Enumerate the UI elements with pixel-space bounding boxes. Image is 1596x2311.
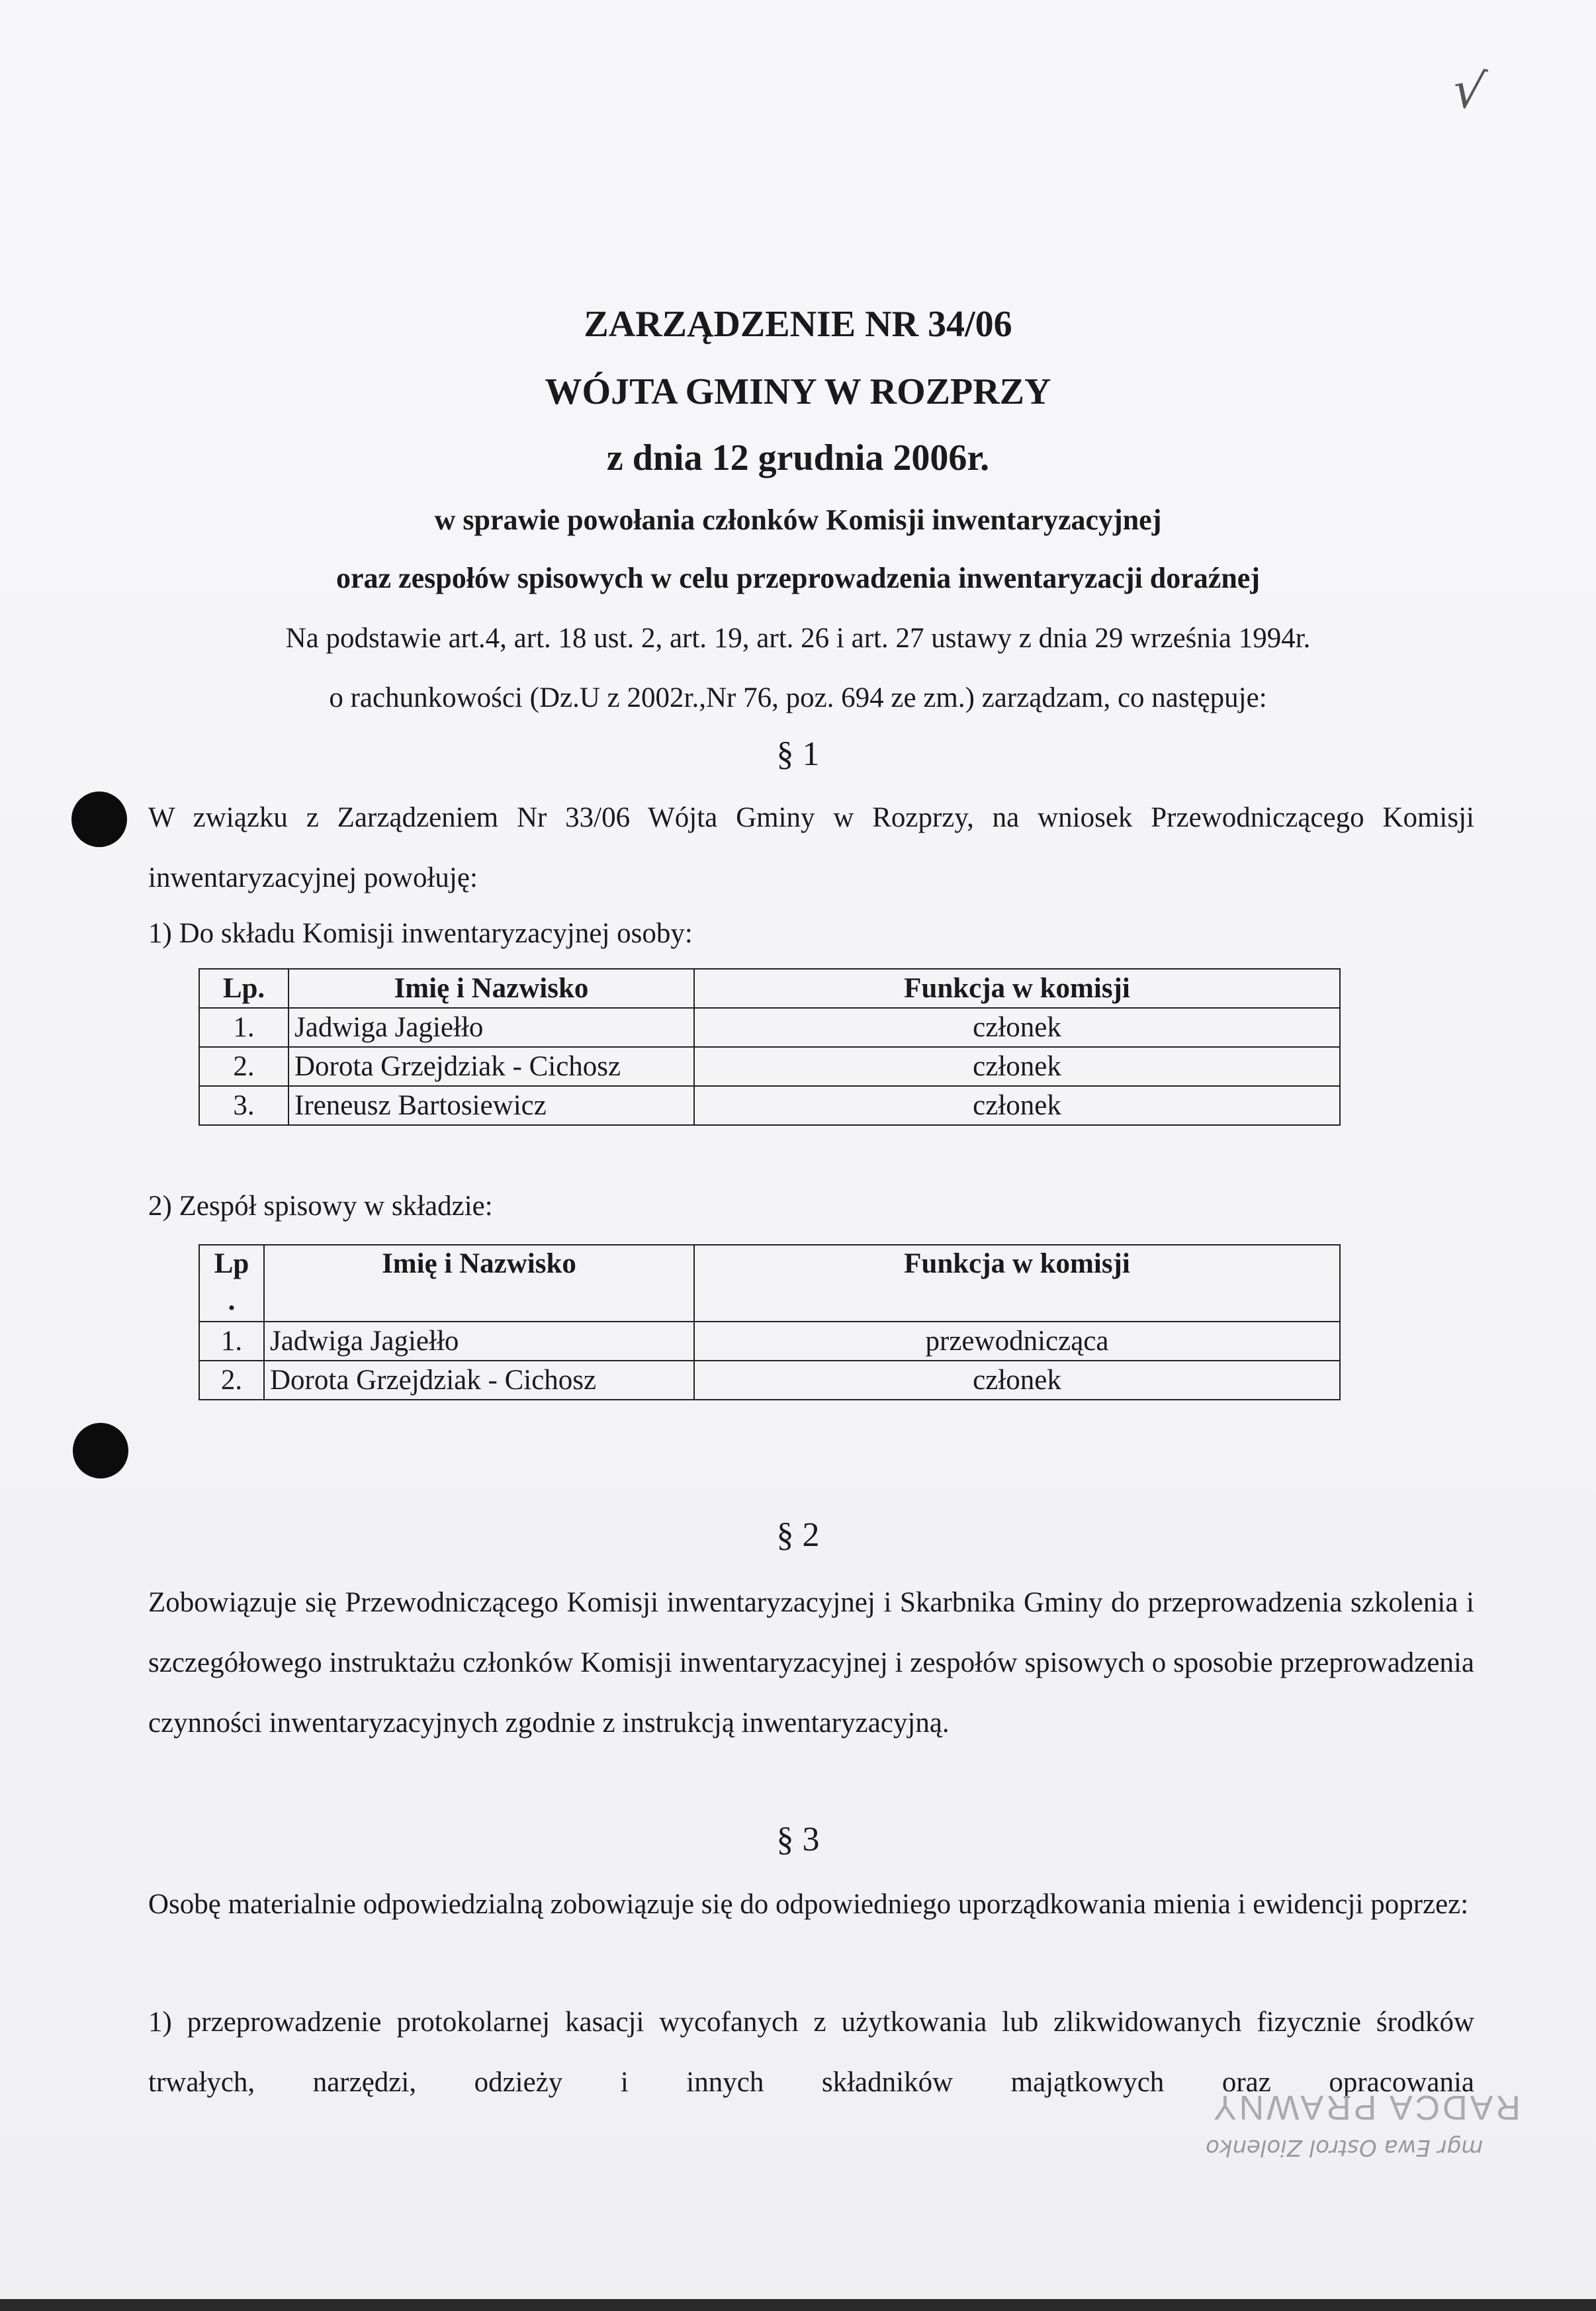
row-number: 2. [199, 1361, 264, 1400]
member-name: Dorota Grzejdziak - Cichosz [264, 1361, 694, 1400]
column-header-lp: Lp. [199, 969, 288, 1008]
document-date: z dnia 12 grudnia 2006r. [606, 437, 990, 478]
row-number: 2. [199, 1047, 288, 1086]
table-row [199, 1086, 1340, 1125]
document-title: ZARZĄDZENIE NR 34/06 [584, 304, 1012, 345]
member-name: Jadwiga Jagiełło [288, 1008, 694, 1047]
section-1-heading: § 1 [776, 735, 820, 773]
column-header-function: Funkcja w komisji [694, 969, 1340, 1008]
column-header-name: Imię i Nazwisko [264, 1245, 694, 1322]
row-number: 3. [199, 1086, 288, 1125]
punch-hole-icon [71, 792, 127, 847]
column-header-name: Imię i Nazwisko [288, 969, 694, 1008]
member-function: członek [694, 1086, 1340, 1125]
member-name: Jadwiga Jagiełło [264, 1322, 694, 1361]
member-function: członek [694, 1047, 1340, 1086]
row-number: 1. [199, 1322, 264, 1361]
table-row [199, 1047, 1340, 1086]
inventory-team-table [199, 1244, 1341, 1400]
member-function: członek [694, 1361, 1340, 1400]
member-name: Ireneusz Bartosiewicz [288, 1086, 694, 1125]
table-header-row [199, 969, 1340, 1008]
section-2-paragraph: Zobowiązuje się Przewodniczącego Komisji inwentaryzacyjnej i Skarbnika Gminy do przeprowadzenia szkolenia i szczegółowego instruktażu członków Komisji inwentaryzacyjnej i zespołów spisowych o sposobie przeprowadzenia czynności inwentaryzacyjnych zgodnie z instrukcją inwentaryzacyjną. [148, 1587, 1474, 1739]
signature-stamp: mgr Ewa Ostrol Ziolenko [1206, 2134, 1484, 2161]
section-1-item-1: 1) Do składu Komisji inwentaryzacyjnej osoby: [148, 918, 693, 949]
subject-line-1: w sprawie powołania członków Komisji inwentaryzacyjnej [434, 504, 1162, 536]
scan-edge [0, 2299, 1596, 2311]
commission-members-table [199, 968, 1341, 1126]
document-authority: WÓJTA GMINY W ROZPRZY [545, 371, 1051, 412]
punch-hole-icon [73, 1423, 128, 1478]
legal-basis-line-1: Na podstawie art.4, art. 18 ust. 2, art. 19, art. 26 i art. 27 ustawy z dnia 29 września 1994r. [285, 623, 1311, 654]
table-row [199, 1008, 1340, 1047]
check-mark: √ [1449, 59, 1489, 122]
table-row [199, 1322, 1340, 1361]
row-number: 1. [199, 1008, 288, 1047]
section-3-item-1: 1) przeprowadzenie protokolarnej kasacji wycofanych z użytkowania lub zlikwidowanych fizycznie środków trwałych, narzędzi, odzieży i innych składników majątkowych oraz opracowania [148, 2007, 1474, 2098]
member-function: członek [694, 1008, 1340, 1047]
table-row [199, 1361, 1340, 1400]
section-1-item-2: 2) Zespół spisowy w składzie: [148, 1191, 493, 1222]
member-name: Dorota Grzejdziak - Cichosz [288, 1047, 694, 1086]
member-function: przewodnicząca [694, 1322, 1340, 1361]
table-header-row [199, 1245, 1340, 1322]
legal-basis-line-2: o rachunkowości (Dz.U z 2002r.,Nr 76, poz. 694 ze zm.) zarządzam, co następuje: [329, 682, 1267, 713]
column-header-function: Funkcja w komisji [694, 1245, 1340, 1322]
legal-counsel-stamp: RADCA PRAWNY [1211, 2088, 1521, 2126]
section-1-paragraph: W związku z Zarządzeniem Nr 33/06 Wójta Gminy w Rozprzy, na wniosek Przewodniczącego Komisji inwentaryzacyjnej powołuję: [148, 802, 1474, 893]
section-2-heading: § 2 [776, 1516, 820, 1554]
column-header-lp: Lp . [199, 1245, 264, 1322]
section-3-heading: § 3 [776, 1821, 820, 1858]
subject-line-2: oraz zespołów spisowych w celu przeprowadzenia inwentaryzacji doraźnej [336, 562, 1260, 594]
section-3-paragraph: Osobę materialnie odpowiedzialną zobowiązuje się do odpowiedniego uporządkowania mienia i ewidencji poprzez: [148, 1889, 1469, 1920]
